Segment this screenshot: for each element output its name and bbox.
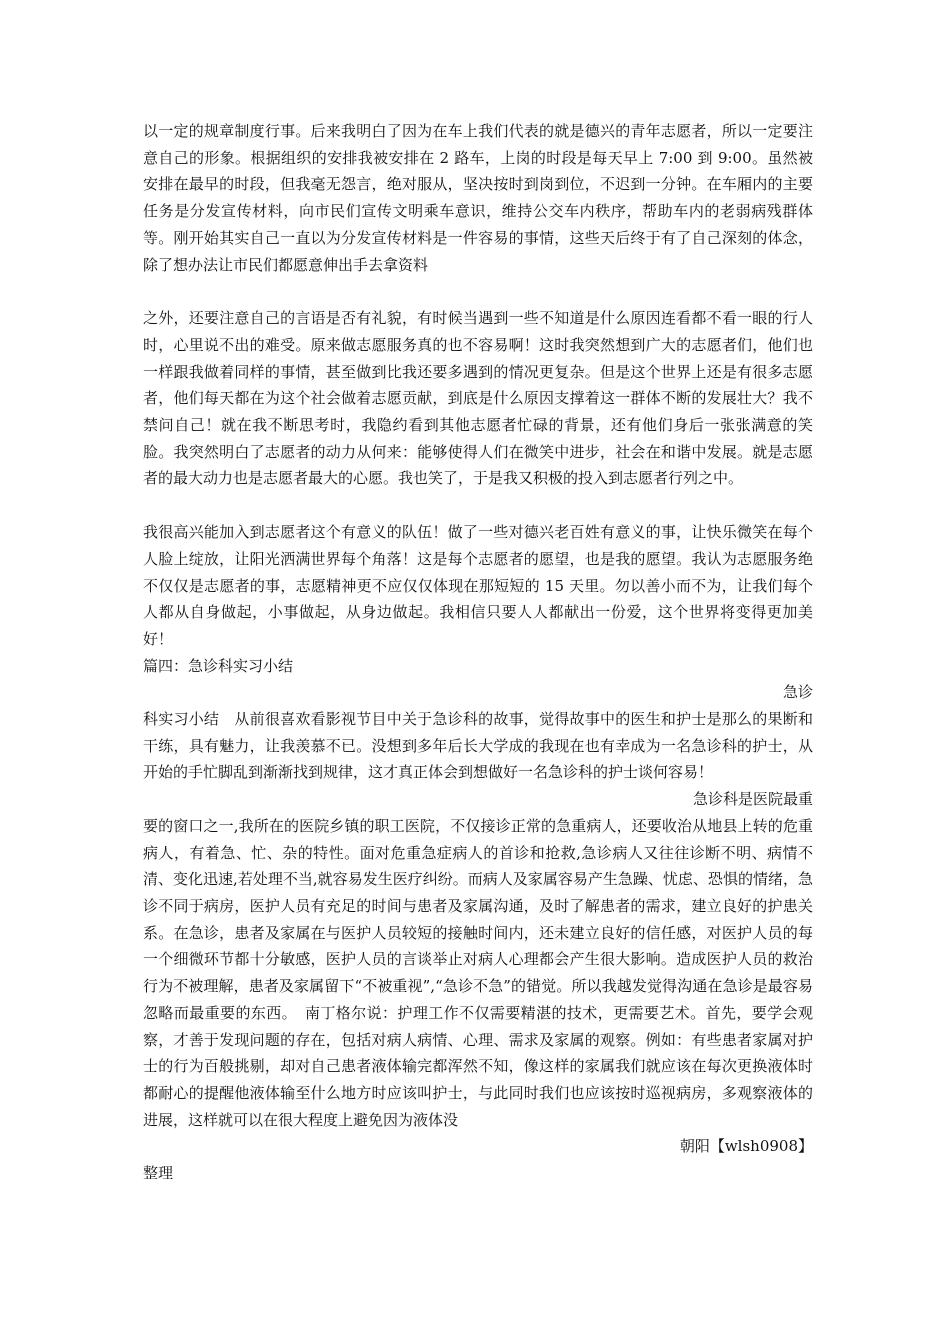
paragraph-emergency-communication: 要的窗口之一,我所在的医院乡镇的职工医院，不仅接诊正常的急重病人，还要收治从地县上转的危重病人，有着急、忙、杂的特性。面对危重急症病人的首诊和抢救,急诊病人又往往诊断不明、病情不清、变化迅速,若处理不当,就容易发生医疗纠纷。而病人及家属容易产生急躁、忧虑、恐惧的情绪，急诊不同于病房，医护人员有充足的时间与患者及家属沟通，及时了解患者的需求，建立良好的护患关系。在急诊，患者及家属在与医护人员较短的接触时间内，还未建立良好的信任感，对医护人员的每一个细微环节都十分敏感，医护人员的言谈举止对病人心理都会产生很大影响。造成医护人员的救治行为不被理解，患者及家属留下“不被重视”,“急诊不急”的错觉。所以我越发觉得沟通在急诊是最容易忽略而最重要的东西。 南丁格尔说：护理工作不仅需要精湛的技术，更需要艺术。首先，要学会观察，才善于发现问题的存在，包括对病人病情、心理、需求及家属的观察。例如：有些患者家属对护士的行为百般挑剔，却对自己患者液体输完都浑然不知，像这样的家属我们就应该在每次更换液体时都耐心的提醒他液体输至什么地方时应该叫护士，与此同时我们也应该按时巡视病房，多观察液体的进展，这样就可以在很大程度上避免因为液体没 xyxy=(143,816,813,1129)
right-aligned-fragment: 急诊 xyxy=(782,683,813,702)
paragraph-gap xyxy=(143,492,813,519)
document-body xyxy=(143,118,813,1187)
right-aligned-fragment: 急诊科是医院最重 xyxy=(692,790,813,809)
paragraph-volunteer-duties: 以一定的规章制度行事。后来我明白了因为在车上我们代表的就是德兴的青年志愿者，所以一定要注意自己的形象。根据组织的安排我被安排在 2 路车，上岗的时段是每天早上 7:00 到 9:00。虽然被安排在最早的时段，但我毫无怨言，绝对服从，坚决按时到岗到位，不迟到一分钟。在车厢内的主要任务是分发宣传材料，向市民们宣传文明乘车意识，维持公交车内秩序，帮助车内的老弱病残群体等。刚开始其实自己一直以为分发宣传材料是一件容易的事情，这些天后终于有了自己深刻的体念，除了想办法让市民们都愿意伸出手去拿资料 xyxy=(143,122,813,274)
section-heading: 篇四：急诊科实习小结 xyxy=(143,656,294,675)
paragraph-volunteer-conclusion: 我很高兴能加入到志愿者这个有意义的队伍！做了一些对德兴老百姓有意义的事，让快乐微笑在每个人脸上绽放，让阳光洒满世界每个角落！这是每个志愿者的愿望，也是我的愿望。我认为志愿服务绝不仅仅是志愿者的事，志愿精神更不应仅仅体现在那短短的 15 天里。勿以善小而不为，让我们每个人都从自身做起，小事做起，从身边做起。我相信只要人人都献出一份爱，这个世界将变得更加美好！ xyxy=(143,523,813,648)
paragraph-volunteer-reflection: 之外，还要注意自己的言语是否有礼貌，有时候当遇到一些不知道是什么原因连看都不看一眼的行人时，心里说不出的难受。原来做志愿服务真的也不容易啊！这时我突然想到广大的志愿者们，他们也一样跟我做着同样的事情，甚至做到比我还要多遇到的情况更复杂。但是这个世界上还是有很多志愿者，他们每天都在为这个社会做着志愿贡献，到底是什么原因支撑着这一群体不断的发展壮大？我不禁问自己！就在我不断思考时，我隐约看到其他志愿者忙碌的背景，还有他们身后一张张满意的笑脸。我突然明白了志愿者的动力从何来：能够使得人们在微笑中进步，社会在和谐中发展。就是志愿者的最大动力也是志愿者最大的心愿。我也笑了，于是我又积极的投入到志愿者行列之中。 xyxy=(143,309,813,488)
author-credit: 朝阳【wlsh0908】 xyxy=(679,1137,813,1156)
footer-text: 整理 xyxy=(143,1164,174,1183)
paragraph-emergency-intro: 科实习小结 从前很喜欢看影视节目中关于急诊科的故事，觉得故事中的医生和护士是那么的果断和干练，具有魅力，让我羡慕不已。没想到多年后长大学成的我现在也有幸成为一名急诊科的护士，从开始的手忙脚乱到渐渐找到规律，这才真正体会到想做好一名急诊科的护士谈何容易！ xyxy=(143,710,813,782)
paragraph-gap xyxy=(143,278,813,305)
